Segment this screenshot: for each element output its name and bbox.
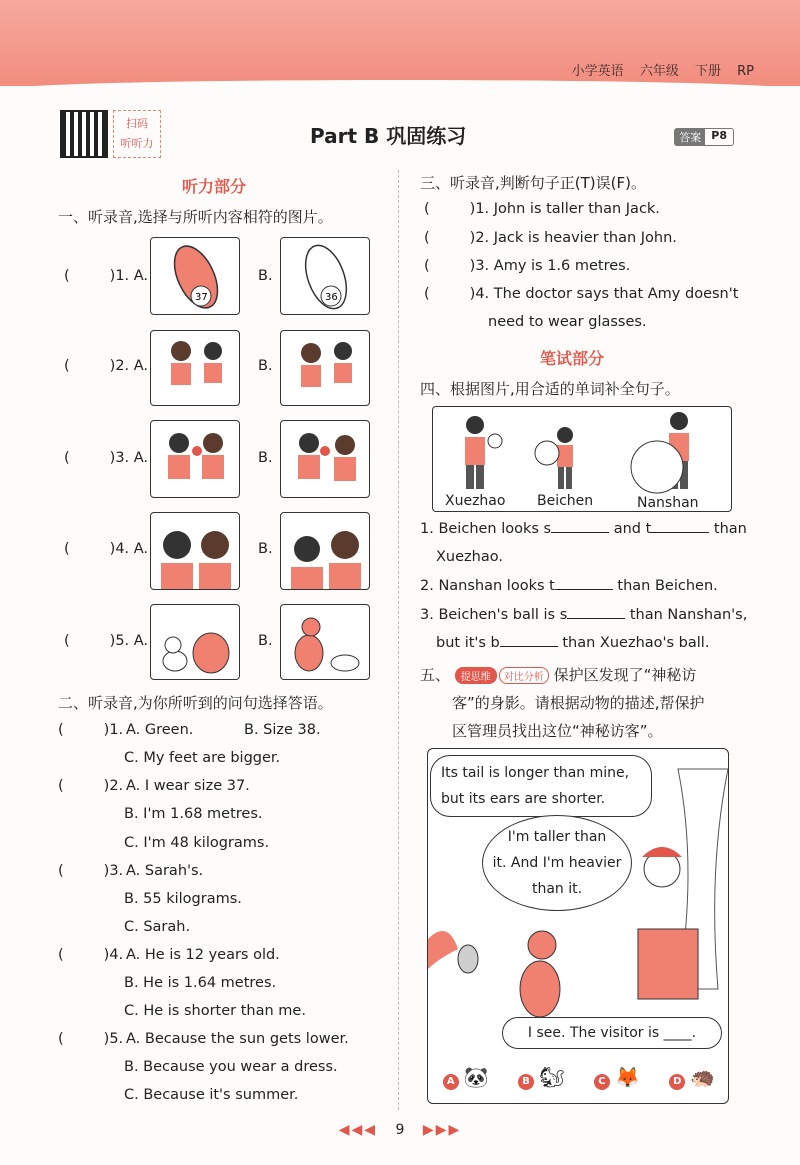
q3-item-2: ( )2. Jack is heavier than John. <box>424 230 677 246</box>
q1-item-3-num: )3. A. <box>109 450 149 466</box>
q1-2-picture-a <box>150 330 240 406</box>
q2-item-5-num: ( )5. <box>58 1031 124 1047</box>
answer-page: P8 <box>711 129 727 142</box>
boy-girl-portrait-icon <box>151 513 240 590</box>
two-children-icon <box>281 331 370 406</box>
next-arrows[interactable]: ▶▶▶ <box>422 1122 462 1138</box>
q1-1-picture-a <box>150 237 240 315</box>
q2-2-c: C. I'm 48 kilograms. <box>124 835 270 851</box>
q1-item-1-num: )1. A. <box>109 268 149 284</box>
q1-item-4-num: )4. A. <box>109 541 149 557</box>
cat-dog-icon <box>151 605 240 680</box>
q2-1-b: B. Size 38. <box>244 722 321 738</box>
q2-2-b: B. I'm 1.68 metres. <box>124 806 263 822</box>
q1-3-picture-a <box>150 420 240 498</box>
page-title: Part B 巩固练习 <box>310 124 467 148</box>
panda-icon: 🐼 <box>463 1065 489 1089</box>
q1-4-b-label: B. <box>258 541 273 557</box>
q1-item-3: ( )3. A. <box>64 450 149 466</box>
q1-3-picture-b <box>280 420 370 498</box>
writing-heading: 笔试部分 <box>540 349 605 368</box>
cat-dog-icon <box>281 605 370 680</box>
answer-label: 答案 <box>675 129 705 145</box>
q1-item-5-num: )5. A. <box>109 633 149 649</box>
q1-1-picture-b <box>280 237 370 315</box>
header-edition: RP <box>737 64 754 79</box>
q4-sentence-1-cont: Xuezhao. <box>436 549 503 565</box>
header-term: 下册 <box>694 64 721 79</box>
children-with-apples-icon <box>281 421 370 498</box>
children-with-apples-icon <box>151 421 240 498</box>
q1-4-picture-b <box>280 512 370 590</box>
q2-item-4-num: ( )4. <box>58 947 124 963</box>
listening-heading: 听力部分 <box>182 177 247 196</box>
q1-3-b-label: B. <box>258 450 273 466</box>
q5-line-3: 区管理员找出这位“神秘访客”。 <box>452 722 663 740</box>
q3-item-4: ( )4. The doctor says that Amy doesn't <box>424 286 739 302</box>
q1-5-picture-b <box>280 604 370 680</box>
hedgehog-icon: 🦔 <box>690 1065 716 1089</box>
q2-5-c: C. Because it's summer. <box>124 1087 299 1103</box>
speech-bubble-ranger: I see. The visitor is ____. <box>502 1017 722 1049</box>
name-xuezhao: Xuezhao <box>445 493 506 509</box>
q2-item-3-num: ( )3. <box>58 863 124 879</box>
shoe-icon <box>281 238 370 315</box>
option-a[interactable]: A 🐼 <box>443 1065 489 1090</box>
q1-5-picture-a <box>150 604 240 680</box>
q3-item-4-cont: need to wear glasses. <box>488 314 647 330</box>
q4-title: 四、根据图片,用合适的单词补全句子。 <box>420 380 680 398</box>
q4-picture <box>432 406 732 512</box>
q3-item-1: ( )1. John is taller than Jack. <box>424 201 660 217</box>
column-divider <box>398 170 399 1110</box>
header-subject: 小学英语 <box>571 64 624 79</box>
option-c[interactable]: C 🦊 <box>594 1065 640 1090</box>
name-nanshan: Nanshan <box>637 495 699 511</box>
blank[interactable] <box>555 589 613 590</box>
q2-title: 二、听录音,为你所听到的问句选择答语。 <box>58 694 333 712</box>
q1-title: 一、听录音,选择与所听内容相符的图片。 <box>58 208 333 226</box>
blank[interactable] <box>651 532 709 533</box>
q2-4-c: C. He is shorter than me. <box>124 1003 306 1019</box>
q1-4-picture-a <box>150 512 240 590</box>
two-children-icon <box>151 331 240 406</box>
q1-5-b-label: B. <box>258 633 273 649</box>
blank[interactable] <box>567 618 625 619</box>
q1-item-4: ( )4. A. <box>64 541 149 557</box>
q4-sentence-2: 2. Nanshan looks t than Beichen. <box>420 578 718 594</box>
q2-5-b: B. Because you wear a dress. <box>124 1059 338 1075</box>
fox-icon: 🦊 <box>615 1065 640 1089</box>
qr-code[interactable] <box>60 110 108 158</box>
q4-sentence-1: 1. Beichen looks s and t than <box>420 521 747 537</box>
q2-2-a: A. I wear size 37. <box>126 778 250 794</box>
q5-options <box>428 1065 729 1090</box>
q1-2-picture-b <box>280 330 370 406</box>
q5-scene <box>427 748 729 1104</box>
page-number: 9 <box>395 1122 405 1138</box>
q1-item-2: ( )2. A. <box>64 358 149 374</box>
blank[interactable] <box>500 646 558 647</box>
header-grade: 六年级 <box>639 64 679 79</box>
q1-item-2-num: )2. A. <box>109 358 149 374</box>
q2-4-b: B. He is 1.64 metres. <box>124 975 277 991</box>
q3-item-3: ( )3. Amy is 1.6 metres. <box>424 258 631 274</box>
q4-sentence-3-cont: but it's b than Xuezhao's ball. <box>436 635 710 651</box>
q2-3-b: B. 55 kilograms. <box>124 891 242 907</box>
q2-item-2-num: ( )2. <box>58 778 124 794</box>
speech-bubble-fox: I'm taller than it. And I'm heavier than it. <box>482 815 632 911</box>
boy-girl-portrait-icon <box>281 513 370 590</box>
think-tag: 提思维 <box>455 667 497 684</box>
q3-title: 三、听录音,判断句子正(T)误(F)。 <box>420 174 646 192</box>
q2-1-a: A. Green. <box>126 722 194 738</box>
q2-3-a: A. Sarah's. <box>126 863 204 879</box>
q2-4-a: A. He is 12 years old. <box>126 947 280 963</box>
q1-item-5: ( )5. A. <box>64 633 149 649</box>
q5-line-1: 五、 提思维 对比分析 保护区发现了“神秘访 <box>420 666 697 684</box>
option-d[interactable]: D 🦔 <box>669 1065 715 1090</box>
q5-line-2: 客”的身影。请根据动物的描述,帮保护 <box>452 694 705 712</box>
q4-sentence-3: 3. Beichen's ball is s than Nanshan's, <box>420 607 748 623</box>
qr-label <box>113 110 161 158</box>
q2-3-c: C. Sarah. <box>124 919 191 935</box>
shoe-icon <box>151 238 240 315</box>
qr-label-2: 听听力 <box>120 137 154 150</box>
footer <box>0 1122 800 1138</box>
speech-bubble-rabbit: Its tail is longer than mine, but its ears are shorter. <box>430 755 652 817</box>
qr-label-1: 扫码 <box>126 117 148 130</box>
q2-1-c: C. My feet are bigger. <box>124 750 281 766</box>
prev-arrows[interactable]: ◀◀◀ <box>338 1122 378 1138</box>
q2-5-a: A. Because the sun gets lower. <box>126 1031 349 1047</box>
q1-1-b-label: B. <box>258 268 273 284</box>
q2-item-1-num: ( )1. <box>58 722 124 738</box>
shoe-size-a: 37 <box>195 292 208 303</box>
name-beichen: Beichen <box>537 493 594 509</box>
option-b[interactable]: B 🐿 <box>518 1065 564 1090</box>
shoe-size-b: 36 <box>325 292 338 303</box>
squirrel-icon: 🐿 <box>539 1065 565 1089</box>
compare-tag: 对比分析 <box>499 667 549 684</box>
blank[interactable] <box>551 532 609 533</box>
header-info <box>560 60 754 79</box>
q1-2-b-label: B. <box>258 358 273 374</box>
answer-tag[interactable] <box>674 128 734 146</box>
q1-item-1: ( )1. A. <box>64 268 149 284</box>
